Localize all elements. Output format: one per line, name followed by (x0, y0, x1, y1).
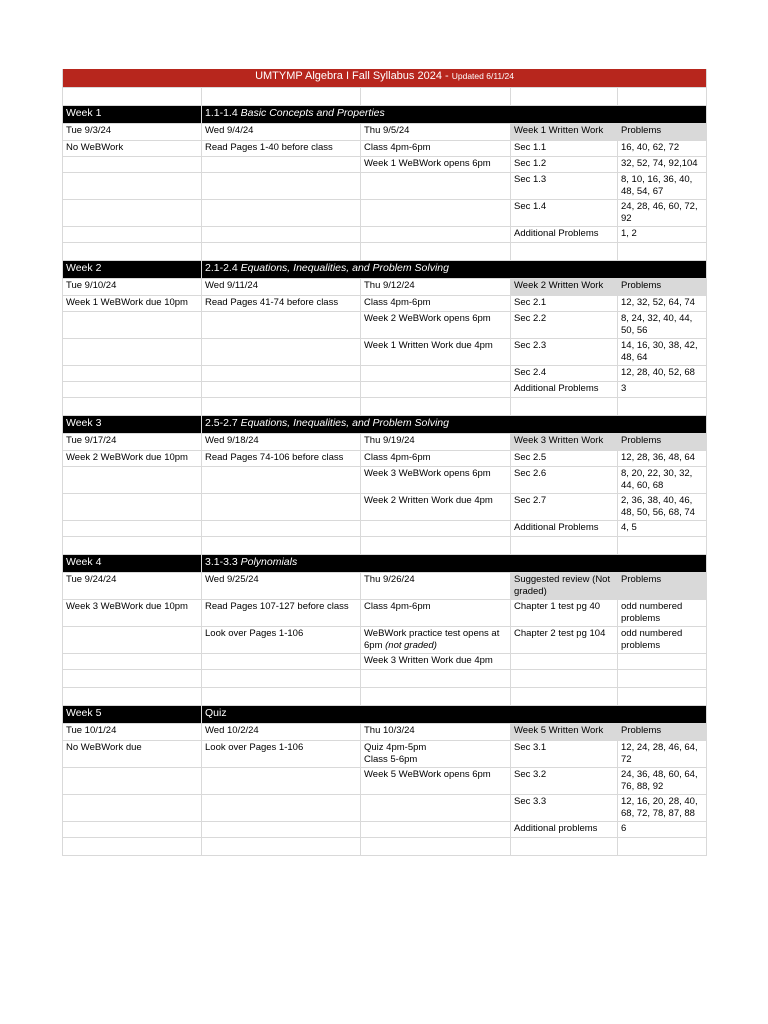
empty-cell (63, 688, 202, 706)
empty-cell (361, 688, 511, 706)
table-row (63, 173, 707, 200)
topic-number: 2.5-2.7 (205, 417, 241, 429)
table-cell (618, 296, 707, 312)
empty-cell (202, 88, 361, 106)
table-cell (511, 382, 618, 398)
table-cell (618, 467, 707, 494)
cell-text: Additional problems (514, 823, 598, 834)
title-cell (63, 69, 707, 88)
cell-text: 32, 52, 74, 92,104 (621, 158, 698, 169)
table-cell (361, 312, 511, 339)
week-label: Week 2 (63, 261, 202, 279)
table-cell (202, 768, 361, 795)
table-cell (63, 627, 202, 654)
empty-cell (63, 398, 202, 416)
empty-cell (361, 537, 511, 555)
header-cell: Thu 9/26/24 (361, 573, 511, 600)
table-cell (63, 296, 202, 312)
cell-text: Read Pages 74-106 before class (205, 452, 344, 463)
header-cell: Problems (618, 124, 707, 141)
table-cell (202, 157, 361, 173)
header-cell: Tue 9/17/24 (63, 434, 202, 451)
table-cell (202, 741, 361, 768)
header-cell: Week 3 Written Work (511, 434, 618, 451)
table-row (63, 200, 707, 227)
table-cell (511, 768, 618, 795)
empty-cell (63, 243, 202, 261)
week-topic (202, 261, 707, 279)
header-cell: Problems (618, 434, 707, 451)
table-cell (361, 741, 511, 768)
table-cell (361, 339, 511, 366)
spacer-row (63, 243, 707, 261)
empty-cell (618, 838, 707, 856)
empty-cell (511, 537, 618, 555)
table-cell (618, 382, 707, 398)
table-cell (511, 654, 618, 670)
table-cell (63, 451, 202, 467)
table-cell (618, 795, 707, 822)
table-cell (618, 451, 707, 467)
empty-cell (511, 398, 618, 416)
cell-text: Sec 2.3 (514, 340, 547, 351)
header-cell: Thu 9/5/24 (361, 124, 511, 141)
spacer-row (63, 88, 707, 106)
cell-text: Look over Pages 1-106 (205, 742, 304, 753)
cell-text: 8, 20, 22, 30, 32, 44, 60, 68 (621, 468, 693, 491)
cell-text: 8, 10, 16, 36, 40, 48, 54, 67 (621, 174, 693, 197)
table-row (63, 494, 707, 521)
topic-number: Quiz (205, 707, 227, 719)
table-cell (511, 339, 618, 366)
table-cell (511, 157, 618, 173)
table-cell (618, 200, 707, 227)
header-cell: Tue 9/3/24 (63, 124, 202, 141)
table-cell (63, 822, 202, 838)
week-label: Week 4 (63, 555, 202, 573)
table-cell (361, 627, 511, 654)
cell-text: Sec 2.6 (514, 468, 547, 479)
table-cell (361, 296, 511, 312)
cell-text: 12, 16, 20, 28, 40, 68, 72, 78, 87, 88 (621, 796, 698, 819)
table-cell (511, 795, 618, 822)
table-row (63, 157, 707, 173)
table-cell (202, 521, 361, 537)
table-cell (202, 227, 361, 243)
table-row (63, 822, 707, 838)
header-cell: Wed 9/11/24 (202, 279, 361, 296)
day-header-row (63, 124, 707, 141)
table-cell (202, 467, 361, 494)
cell-text: Sec 1.1 (514, 142, 547, 153)
table-cell (202, 494, 361, 521)
table-cell (63, 795, 202, 822)
table-cell (361, 467, 511, 494)
cell-text: Quiz 4pm-5pm Class 5-6pm (364, 742, 427, 765)
table-cell (202, 600, 361, 627)
table-cell (361, 366, 511, 382)
cell-text: 2, 36, 38, 40, 46, 48, 50, 56, 68, 74 (621, 495, 695, 518)
week-header-row (63, 706, 707, 724)
table-cell (63, 200, 202, 227)
cell-text: Week 2 WeBWork opens 6pm (364, 313, 491, 324)
cell-text: Sec 3.1 (514, 742, 547, 753)
table-cell (511, 173, 618, 200)
table-cell (618, 494, 707, 521)
table-cell (63, 741, 202, 768)
header-cell: Problems (618, 279, 707, 296)
topic-number: 1.1-1.4 (205, 107, 241, 119)
table-row (63, 768, 707, 795)
table-cell (63, 382, 202, 398)
table-cell (202, 296, 361, 312)
table-cell (63, 600, 202, 627)
cell-text: 12, 28, 36, 48, 64 (621, 452, 695, 463)
header-cell: Wed 9/4/24 (202, 124, 361, 141)
empty-cell (361, 398, 511, 416)
cell-text: Read Pages 107-127 before class (205, 601, 349, 612)
empty-cell (618, 688, 707, 706)
cell-text: Chapter 1 test pg 40 (514, 601, 601, 612)
empty-cell (511, 838, 618, 856)
week-header-row (63, 416, 707, 434)
empty-cell (618, 243, 707, 261)
table-cell (511, 521, 618, 537)
cell-text: Week 1 WeBWork opens 6pm (364, 158, 491, 169)
table-cell (618, 366, 707, 382)
day-header-row (63, 724, 707, 741)
cell-text: 24, 28, 46, 60, 72, 92 (621, 201, 698, 224)
syllabus-title: UMTYMP Algebra I Fall Syllabus 2024 - (255, 70, 452, 82)
header-cell: Problems (618, 724, 707, 741)
week-label: Week 3 (63, 416, 202, 434)
empty-cell (202, 688, 361, 706)
cell-text: Sec 2.5 (514, 452, 547, 463)
cell-text: 1, 2 (621, 228, 637, 239)
table-cell (618, 822, 707, 838)
table-cell (511, 822, 618, 838)
empty-cell (361, 88, 511, 106)
table-cell (511, 296, 618, 312)
week-label: Week 5 (63, 706, 202, 724)
table-cell (618, 312, 707, 339)
cell-text: Week 3 WeBWork due 10pm (66, 601, 188, 612)
table-cell (361, 382, 511, 398)
empty-cell (202, 838, 361, 856)
table-cell (618, 627, 707, 654)
week-topic (202, 555, 707, 573)
header-cell: Tue 10/1/24 (63, 724, 202, 741)
empty-cell (361, 838, 511, 856)
header-cell: Week 1 Written Work (511, 124, 618, 141)
week-header-row (63, 106, 707, 124)
table-cell (511, 366, 618, 382)
spacer-row (63, 670, 707, 688)
header-cell: Wed 10/2/24 (202, 724, 361, 741)
syllabus-table (62, 69, 707, 856)
empty-cell (361, 670, 511, 688)
cell-text: Sec 3.2 (514, 769, 547, 780)
table-cell (361, 521, 511, 537)
table-cell (63, 521, 202, 537)
empty-cell (361, 243, 511, 261)
spacer-row (63, 688, 707, 706)
table-row (63, 741, 707, 768)
empty-cell (202, 537, 361, 555)
cell-text: Class 4pm-6pm (364, 142, 431, 153)
topic-number: 2.1-2.4 (205, 262, 241, 274)
cell-text: 8, 24, 32, 40, 44, 50, 56 (621, 313, 693, 336)
table-cell (63, 366, 202, 382)
table-cell (511, 141, 618, 157)
table-row (63, 451, 707, 467)
header-cell: Thu 9/12/24 (361, 279, 511, 296)
table-cell (202, 451, 361, 467)
week-topic (202, 106, 707, 124)
empty-cell (618, 537, 707, 555)
cell-text: Sec 1.4 (514, 201, 547, 212)
empty-cell (63, 537, 202, 555)
cell-text: Week 2 WeBWork due 10pm (66, 452, 188, 463)
table-cell (618, 768, 707, 795)
empty-cell (511, 88, 618, 106)
cell-text: 16, 40, 62, 72 (621, 142, 680, 153)
header-cell: Thu 9/19/24 (361, 434, 511, 451)
cell-text: 3 (621, 383, 627, 394)
table-cell (202, 382, 361, 398)
week-label: Week 1 (63, 106, 202, 124)
table-cell (63, 141, 202, 157)
table-row (63, 227, 707, 243)
table-cell (361, 768, 511, 795)
cell-text: Sec 2.2 (514, 313, 547, 324)
table-cell (361, 451, 511, 467)
cell-text: Week 5 WeBWork opens 6pm (364, 769, 491, 780)
table-cell (511, 200, 618, 227)
table-row (63, 654, 707, 670)
header-cell: Problems (618, 573, 707, 600)
spacer-row (63, 838, 707, 856)
cell-text: 12, 24, 28, 46, 64, 72 (621, 742, 698, 765)
cell-text: Sec 2.1 (514, 297, 547, 308)
table-cell (618, 141, 707, 157)
cell-text: WeBWork practice test opens at 6pm (364, 628, 500, 651)
table-cell (511, 741, 618, 768)
table-row (63, 366, 707, 382)
table-cell (618, 227, 707, 243)
table-cell (202, 654, 361, 670)
day-header-row (63, 279, 707, 296)
cell-text: Additional Problems (514, 228, 599, 239)
table-row (63, 627, 707, 654)
table-cell (361, 173, 511, 200)
table-cell (618, 157, 707, 173)
cell-text: odd numbered problems (621, 601, 683, 624)
table-cell (202, 366, 361, 382)
week-header-row (63, 555, 707, 573)
empty-cell (618, 398, 707, 416)
cell-text: Class 4pm-6pm (364, 601, 431, 612)
table-cell (618, 173, 707, 200)
cell-text: 12, 28, 40, 52, 68 (621, 367, 695, 378)
table-cell (63, 494, 202, 521)
spacer-row (63, 537, 707, 555)
topic-name: Polynomials (240, 556, 298, 568)
empty-cell (618, 88, 707, 106)
table-cell (618, 654, 707, 670)
cell-text: odd numbered problems (621, 628, 683, 651)
empty-cell (202, 398, 361, 416)
cell-text: 6 (621, 823, 627, 834)
topic-name: Equations, Inequalities, and Problem Solving (240, 417, 449, 429)
not-graded-note: (not graded) (385, 640, 437, 651)
empty-cell (511, 688, 618, 706)
cell-text: Additional Problems (514, 383, 599, 394)
table-cell (63, 654, 202, 670)
topic-number: 3.1-3.3 (205, 556, 241, 568)
header-cell: Tue 9/24/24 (63, 573, 202, 600)
table-cell (361, 157, 511, 173)
empty-cell (63, 88, 202, 106)
table-cell (511, 467, 618, 494)
table-cell (361, 600, 511, 627)
table-cell (361, 494, 511, 521)
empty-cell (511, 243, 618, 261)
title-row (63, 69, 707, 88)
table-cell (202, 141, 361, 157)
table-cell (511, 451, 618, 467)
table-cell (63, 467, 202, 494)
table-cell (618, 600, 707, 627)
cell-text: Class 4pm-6pm (364, 452, 431, 463)
table-cell (361, 227, 511, 243)
week-topic (202, 416, 707, 434)
cell-text: 24, 36, 48, 60, 64, 76, 88, 92 (621, 769, 698, 792)
table-cell (361, 141, 511, 157)
cell-text: Class 4pm-6pm (364, 297, 431, 308)
header-cell: Week 5 Written Work (511, 724, 618, 741)
table-cell (202, 173, 361, 200)
empty-cell (63, 670, 202, 688)
cell-text: Sec 1.3 (514, 174, 547, 185)
cell-text: Week 3 Written Work due 4pm (364, 655, 493, 666)
week-header-row (63, 261, 707, 279)
header-cell: Suggested review (Not graded) (511, 573, 618, 600)
week-topic (202, 706, 707, 724)
cell-text: Week 1 Written Work due 4pm (364, 340, 493, 351)
empty-cell (202, 670, 361, 688)
updated-date: Updated 6/11/24 (451, 71, 514, 81)
cell-text: Week 1 WeBWork due 10pm (66, 297, 188, 308)
table-cell (63, 157, 202, 173)
topic-name: Basic Concepts and Properties (240, 107, 385, 119)
table-cell (202, 339, 361, 366)
table-cell (361, 200, 511, 227)
table-cell (361, 795, 511, 822)
table-cell (63, 173, 202, 200)
cell-text: Week 2 Written Work due 4pm (364, 495, 493, 506)
table-cell (361, 654, 511, 670)
table-cell (618, 521, 707, 537)
cell-text: 14, 16, 30, 38, 42, 48, 64 (621, 340, 698, 363)
cell-text: Look over Pages 1-106 (205, 628, 304, 639)
table-cell (511, 312, 618, 339)
table-row (63, 600, 707, 627)
table-cell (202, 200, 361, 227)
header-cell: Wed 9/25/24 (202, 573, 361, 600)
header-cell: Tue 9/10/24 (63, 279, 202, 296)
table-cell (618, 741, 707, 768)
cell-text: Read Pages 41-74 before class (205, 297, 339, 308)
header-cell: Wed 9/18/24 (202, 434, 361, 451)
empty-cell (618, 670, 707, 688)
spacer-row (63, 398, 707, 416)
table-row (63, 312, 707, 339)
table-row (63, 296, 707, 312)
table-row (63, 339, 707, 366)
day-header-row (63, 434, 707, 451)
empty-cell (511, 670, 618, 688)
cell-text: Chapter 2 test pg 104 (514, 628, 606, 639)
header-cell: Week 2 Written Work (511, 279, 618, 296)
table-cell (361, 822, 511, 838)
table-cell (511, 600, 618, 627)
table-row (63, 382, 707, 398)
cell-text: Sec 2.7 (514, 495, 547, 506)
cell-text: No WeBWork (66, 142, 124, 153)
table-cell (202, 312, 361, 339)
cell-text: 12, 32, 52, 64, 74 (621, 297, 695, 308)
table-cell (63, 339, 202, 366)
cell-text: Sec 3.3 (514, 796, 547, 807)
day-header-row (63, 573, 707, 600)
cell-text: Read Pages 1-40 before class (205, 142, 333, 153)
table-cell (202, 822, 361, 838)
cell-text: Additional Problems (514, 522, 599, 533)
table-cell (63, 768, 202, 795)
table-row (63, 467, 707, 494)
table-cell (511, 227, 618, 243)
empty-cell (63, 838, 202, 856)
cell-text: Sec 2.4 (514, 367, 547, 378)
cell-text: Sec 1.2 (514, 158, 547, 169)
header-cell: Thu 10/3/24 (361, 724, 511, 741)
table-cell (202, 627, 361, 654)
table-row (63, 795, 707, 822)
table-cell (63, 227, 202, 243)
cell-text: No WeBWork due (66, 742, 142, 753)
empty-cell (202, 243, 361, 261)
table-row (63, 141, 707, 157)
table-cell (202, 795, 361, 822)
table-cell (618, 339, 707, 366)
table-cell (63, 312, 202, 339)
cell-text: Week 3 WeBWork opens 6pm (364, 468, 491, 479)
cell-text: 4, 5 (621, 522, 637, 533)
table-cell (511, 627, 618, 654)
topic-name: Equations, Inequalities, and Problem Solving (240, 262, 449, 274)
table-cell (511, 494, 618, 521)
table-row (63, 521, 707, 537)
